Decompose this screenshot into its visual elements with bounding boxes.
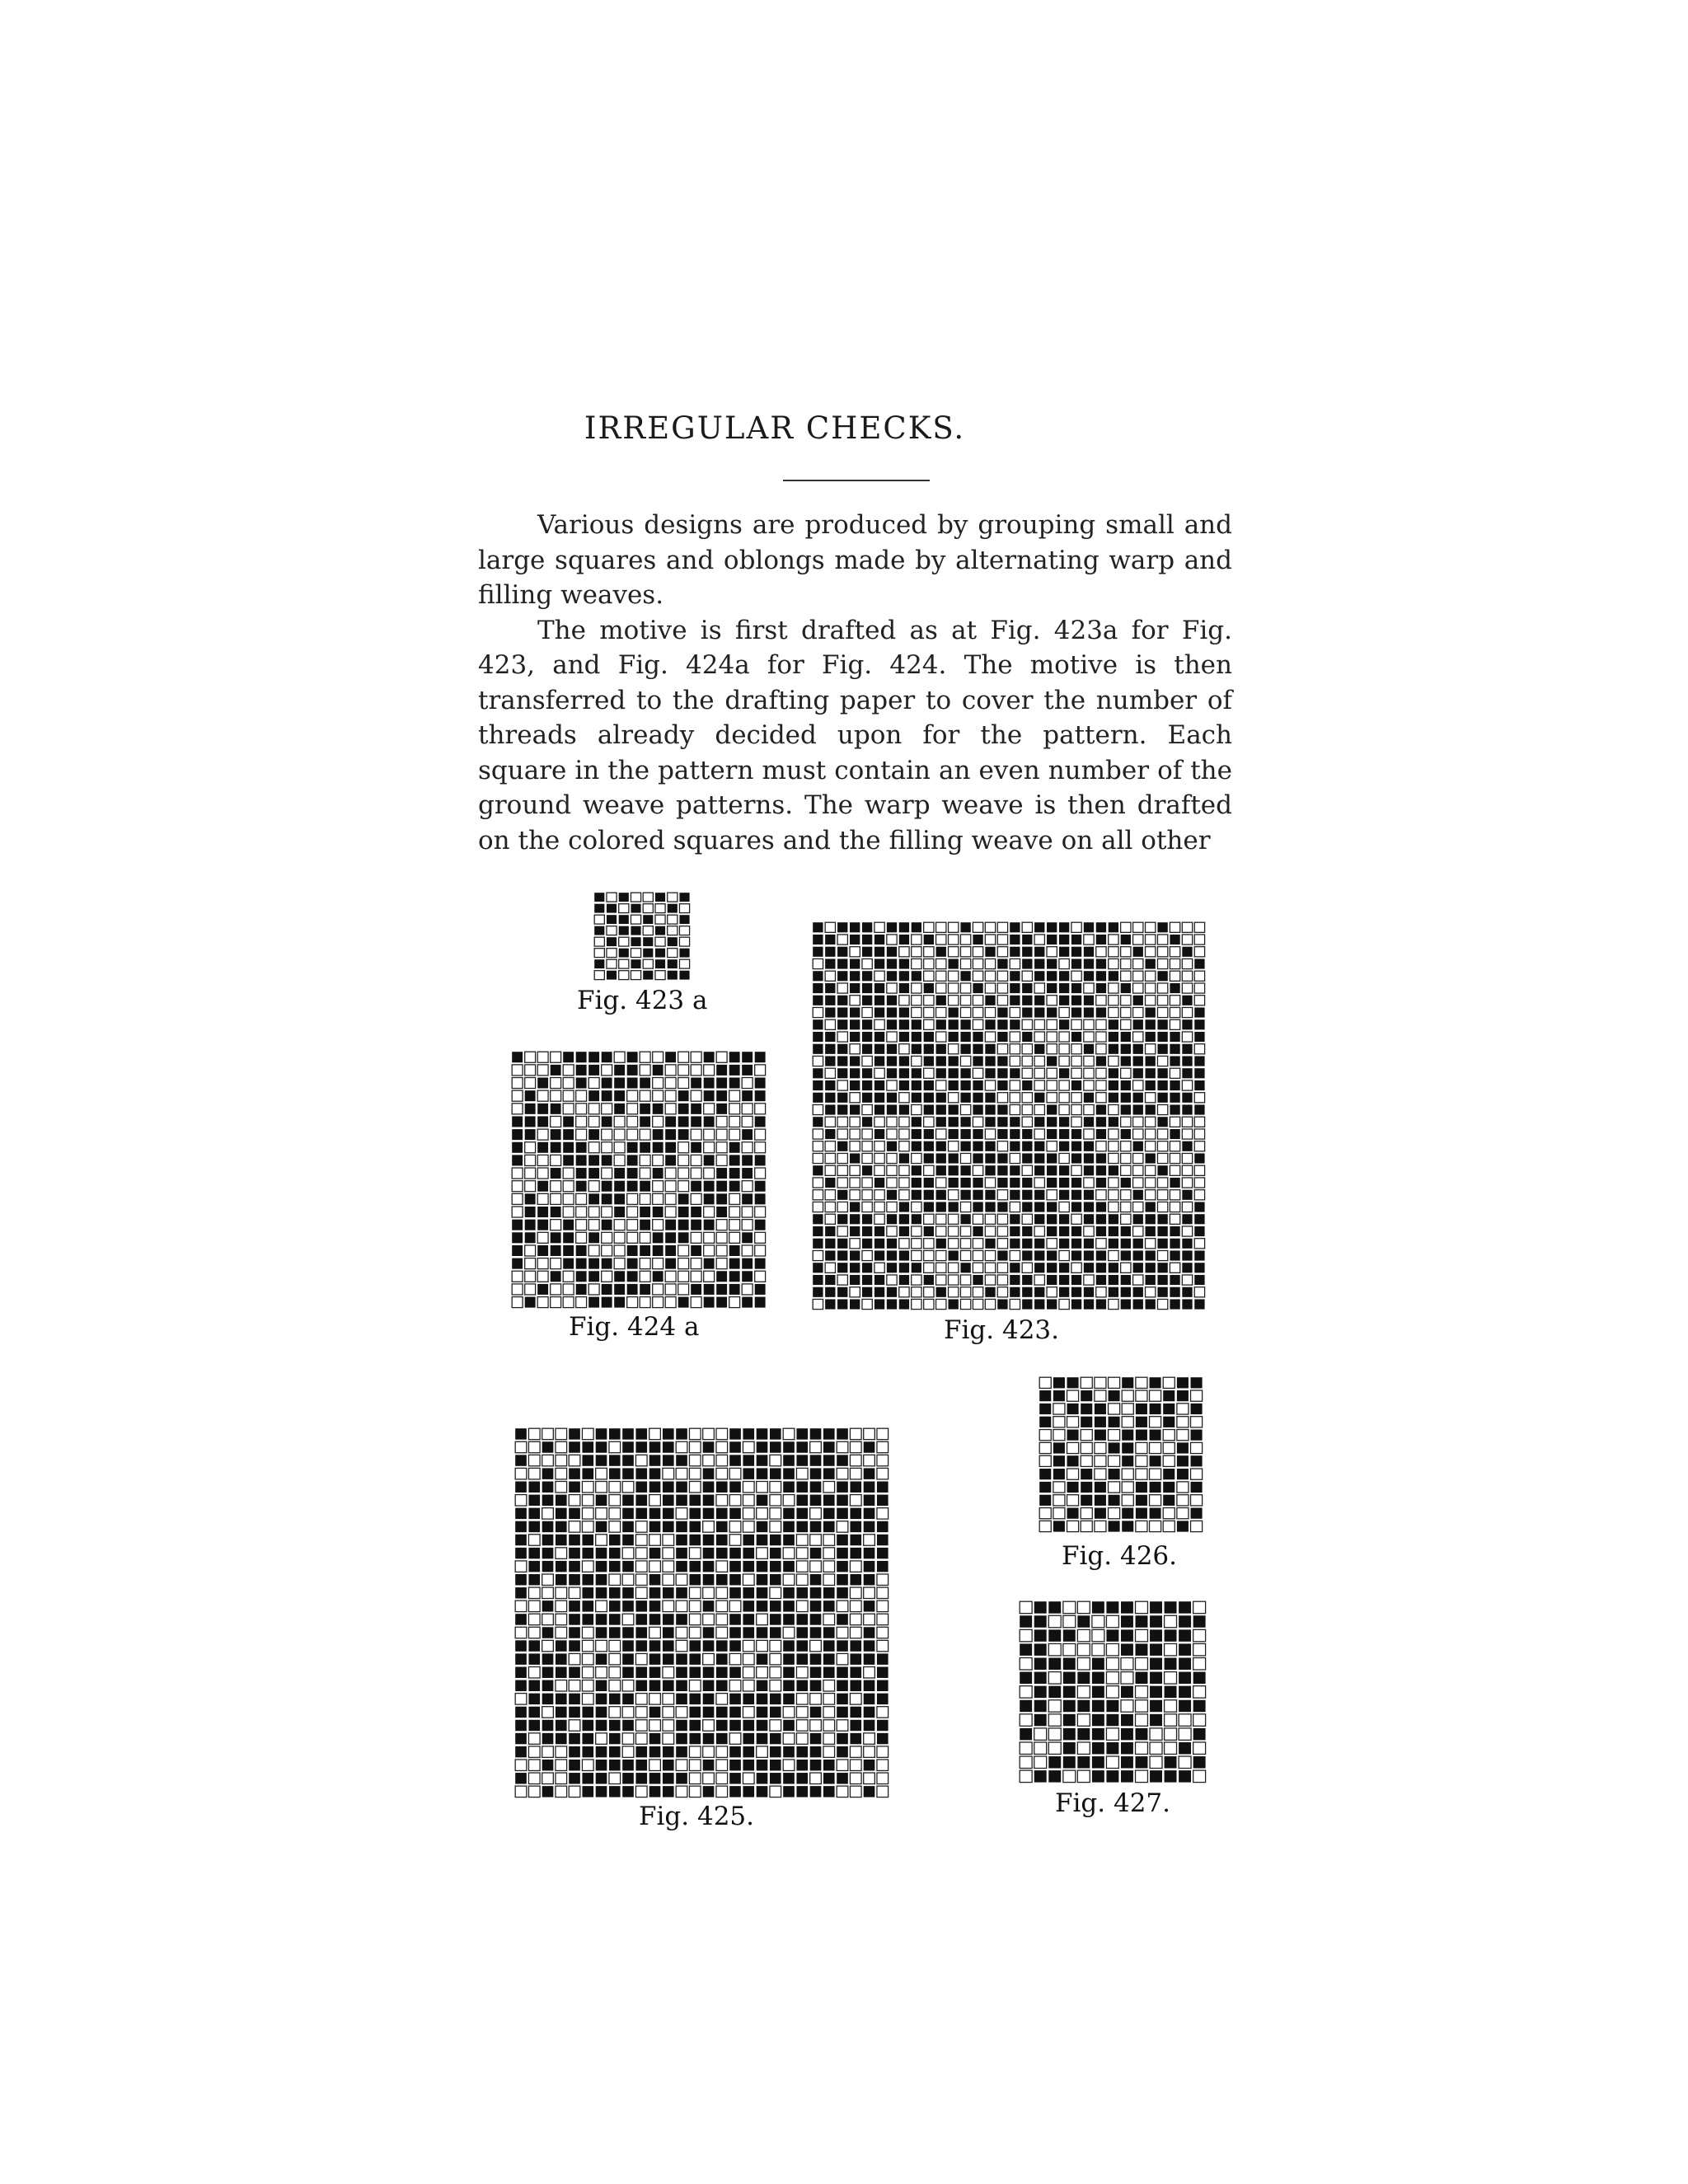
weave-cells	[594, 893, 689, 979]
body-text	[478, 508, 1232, 858]
weave-cells	[1020, 1601, 1205, 1782]
weave-cells	[1039, 1377, 1202, 1531]
weave-cells	[512, 1052, 765, 1307]
paragraph-2: The motive is first drafted as at Fig. 423a for Fig. 423, and Fig. 424a for Fig. 424. The motive is then transferred to the drafting paper to cover the number of threads already decided upon for the pattern. Each square in the pattern must contain an even number of the ground weave patterns. The warp weave is then drafted on the colored squares and the filling weave on all other	[478, 615, 1232, 855]
fig-427-caption: Fig. 427.	[1055, 1788, 1170, 1818]
fig-426-caption: Fig. 426.	[1062, 1541, 1177, 1571]
fig-423a-caption: Fig. 423 a	[577, 986, 708, 1015]
fig-425-weave-diagram	[514, 1427, 889, 1798]
fig-423a-weave-diagram	[593, 892, 691, 981]
weave-cells	[515, 1428, 888, 1797]
weave-cells	[813, 922, 1204, 1309]
fig-423-weave-diagram	[812, 921, 1206, 1310]
title-divider	[783, 480, 930, 481]
fig-426-weave-diagram	[1039, 1376, 1203, 1533]
fig-425-caption: Fig. 425.	[639, 1802, 754, 1831]
fig-424a-caption: Fig. 424 a	[569, 1312, 700, 1342]
paragraph-1: Various designs are produced by grouping small and large squares and oblongs made by alternating warp and filling weaves.	[478, 510, 1232, 610]
fig-424a-weave-diagram	[511, 1051, 767, 1309]
fig-427-weave-diagram	[1019, 1601, 1207, 1783]
page-title: IRREGULAR CHECKS.	[584, 410, 966, 446]
fig-423-caption: Fig. 423.	[944, 1315, 1059, 1345]
